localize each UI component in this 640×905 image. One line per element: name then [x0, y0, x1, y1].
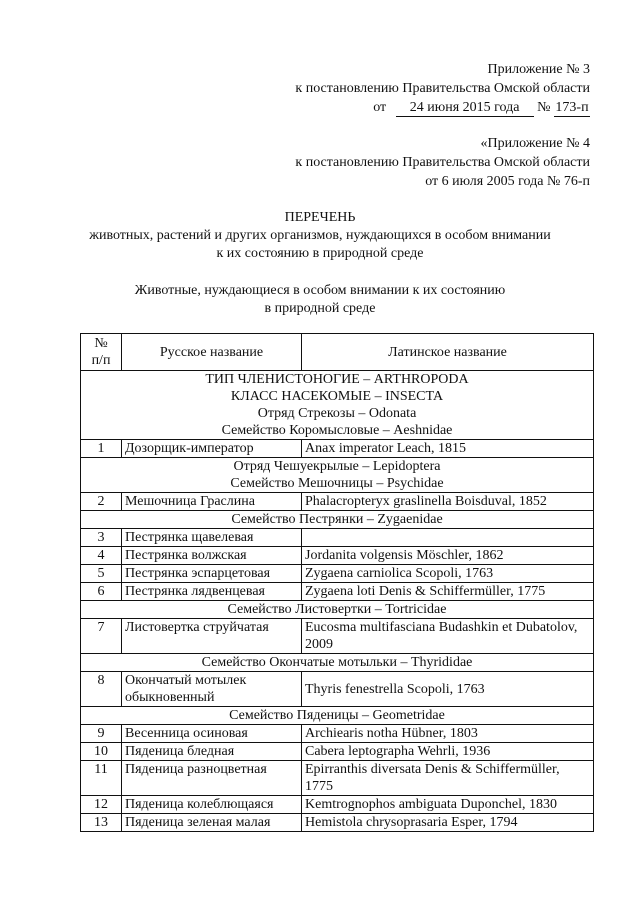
- table-row: [81, 796, 594, 814]
- table-row: [81, 761, 594, 796]
- russian-name: Пестрянка лядвенцевая: [122, 583, 302, 601]
- appendix-3-header: [295, 60, 590, 117]
- taxon-family: Семейство Пестрянки – Zygaenidae: [81, 511, 594, 529]
- taxon-group-row: [81, 707, 594, 725]
- latin-name: [302, 529, 594, 547]
- taxon-group: [81, 458, 594, 493]
- row-number: 6: [81, 583, 122, 601]
- header-number-line-2: п/п: [91, 353, 111, 368]
- taxon-family: Семейство Листовертки – Tortricidae: [81, 601, 594, 619]
- decree-number: 173-п: [555, 100, 589, 115]
- number-prefix: №: [537, 100, 551, 115]
- table-row: [81, 493, 594, 511]
- taxon-family: Семейство Мешочницы – Psychidae: [230, 476, 444, 491]
- russian-name: Пяденица зеленая малая: [122, 814, 302, 832]
- taxon-group-row: [81, 458, 594, 493]
- latin-name: Zygaena loti Denis & Schiffermüller, 1775: [302, 583, 594, 601]
- latin-name: Hemistola chrysoprasaria Esper, 1794: [302, 814, 594, 832]
- taxon-group-row: [81, 511, 594, 529]
- table-row: [81, 743, 594, 761]
- row-number: 10: [81, 743, 122, 761]
- russian-name: Пестрянка волжская: [122, 547, 302, 565]
- russian-name: Пяденица разноцветная: [122, 761, 302, 796]
- table-row: [81, 565, 594, 583]
- russian-name: Пестрянка щавелевая: [122, 529, 302, 547]
- appendix-3-decree: к постановлению Правительства Омской области: [295, 81, 590, 96]
- taxon-group-row: [81, 371, 594, 440]
- russian-name: Окончатый мотылек обыкновенный: [122, 672, 302, 707]
- document-title: [0, 209, 640, 263]
- row-number: 13: [81, 814, 122, 832]
- russian-name: Пяденица колеблющаяся: [122, 796, 302, 814]
- latin-name: Epirranthis diversata Denis & Schiffermüller, 1775: [302, 761, 594, 796]
- appendix-3-title: Приложение № 3: [487, 62, 590, 77]
- header-russian: Русское название: [122, 334, 302, 371]
- appendix-4-date-line: от 6 июля 2005 года № 76-п: [425, 174, 590, 189]
- table-row: [81, 672, 594, 707]
- russian-name: Листовертка струйчатая: [122, 619, 302, 654]
- latin-name: Kemtrognophos ambiguata Duponchel, 1830: [302, 796, 594, 814]
- russian-name: Пяденица бледная: [122, 743, 302, 761]
- latin-name: Jordanita volgensis Möschler, 1862: [302, 547, 594, 565]
- species-table: [80, 333, 594, 832]
- taxon-family: Семейство Пяденицы – Geometridae: [81, 707, 594, 725]
- latin-name: Zygaena carniolica Scopoli, 1763: [302, 565, 594, 583]
- title-line-2: к их состоянию в природной среде: [216, 246, 424, 261]
- row-number: 5: [81, 565, 122, 583]
- decree-date: 24 июня 2015 года: [396, 100, 534, 117]
- row-number: 1: [81, 440, 122, 458]
- latin-name: Anax imperator Leach, 1815: [302, 440, 594, 458]
- latin-name: Eucosma multifasciana Budashkin et Dubatolov, 2009: [302, 619, 594, 654]
- table-row: [81, 725, 594, 743]
- russian-name: Пестрянка эспарцетовая: [122, 565, 302, 583]
- appendix-4-title: «Приложение № 4: [480, 136, 590, 151]
- row-number: 11: [81, 761, 122, 796]
- russian-name: Дозорщик-император: [122, 440, 302, 458]
- taxon-class: КЛАСС НАСЕКОМЫЕ – INSECTA: [230, 389, 444, 404]
- latin-name: Phalacropteryx graslinella Boisduval, 1852: [302, 493, 594, 511]
- row-number: 9: [81, 725, 122, 743]
- header-number-line-1: №: [94, 336, 108, 351]
- taxon-family: Семейство Окончатые мотыльки – Thyrididae: [81, 654, 594, 672]
- header-latin: Латинское название: [302, 334, 594, 371]
- table-row: [81, 440, 594, 458]
- table-row: [81, 814, 594, 832]
- taxon-order: Отряд Стрекозы – Odonata: [257, 406, 417, 421]
- taxon-group-row: [81, 654, 594, 672]
- row-number: 12: [81, 796, 122, 814]
- latin-name: Archiearis notha Hübner, 1803: [302, 725, 594, 743]
- title-line-1: животных, растений и других организмов, нуждающихся в особом внимании: [89, 228, 551, 243]
- appendix-3-date-line: [295, 98, 590, 117]
- taxon-order: Отряд Чешуекрылые – Lepidoptera: [233, 459, 441, 474]
- russian-name: Весенница осиновая: [122, 725, 302, 743]
- table-row: [81, 583, 594, 601]
- section-title: [0, 282, 640, 318]
- taxon-family: Семейство Коромысловые – Aeshnidae: [221, 423, 453, 438]
- row-number: 7: [81, 619, 122, 654]
- appendix-4-decree: к постановлению Правительства Омской области: [295, 155, 590, 170]
- section-line-1: Животные, нуждающиеся в особом внимании к их состоянию: [134, 283, 506, 298]
- taxon-phylum: ТИП ЧЛЕНИСТОНОГИЕ – ARTHROPODA: [205, 372, 469, 387]
- row-number: 3: [81, 529, 122, 547]
- taxon-group: [81, 371, 594, 440]
- table-header-row: [81, 334, 594, 371]
- table-row: [81, 619, 594, 654]
- row-number: 4: [81, 547, 122, 565]
- header-number: [81, 334, 122, 371]
- latin-name: Cabera leptographa Wehrli, 1936: [302, 743, 594, 761]
- section-line-2: в природной среде: [264, 301, 376, 316]
- latin-name: Thyris fenestrella Scopoli, 1763: [302, 672, 594, 707]
- appendix-4-header: [295, 134, 590, 191]
- table-row: [81, 547, 594, 565]
- table-row: [81, 529, 594, 547]
- row-number: 2: [81, 493, 122, 511]
- title-heading: ПЕРЕЧЕНЬ: [284, 210, 356, 225]
- taxon-group-row: [81, 601, 594, 619]
- russian-name: Мешочница Граслина: [122, 493, 302, 511]
- date-prefix: от: [373, 100, 387, 115]
- row-number: 8: [81, 672, 122, 707]
